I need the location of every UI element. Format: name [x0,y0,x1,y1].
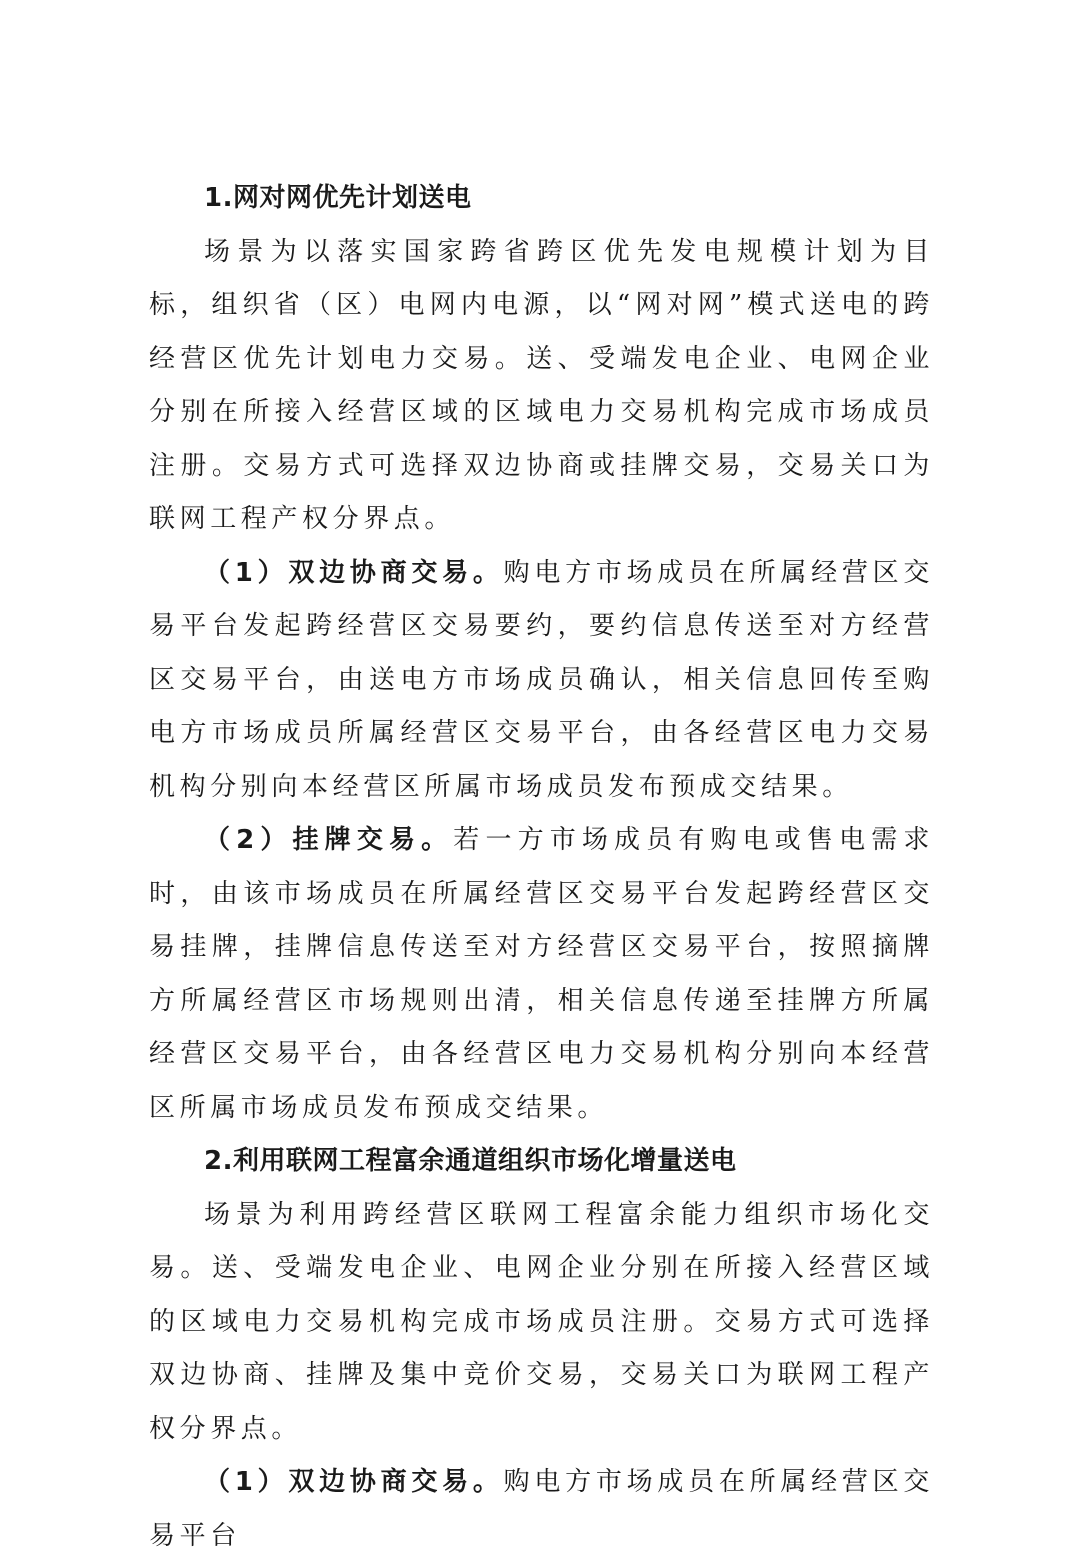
section-1-item-1-paragraph [149,547,934,815]
section-1-item-2-lead: （2）挂牌交易。 [204,825,454,855]
section-2-heading: 2.利用联网工程富余通道组织市场化增量送电 [204,1146,737,1176]
section-1-item-2-body: 若一方市场成员有购电或售电需求时，由该市场成员在所属经营区交易平台发起跨经营区交易挂牌，挂牌信息传送至对方经营区交易平台，按照摘牌方所属经营区市场规则出清，相关信息传递至挂牌方所属经营区交易平台，由各经营区电力交易机构分别向本经营区所属市场成员发布预成交结果。 [149,825,934,1123]
section-2-item-1-paragraph [149,1456,934,1563]
section-1-item-1-body: 购电方市场成员在所属经营区交易平台发起跨经营区交易要约，要约信息传送至对方经营区交易平台，由送电方市场成员确认，相关信息回传至购电方市场成员所属经营区交易平台，由各经营区电力交易机构分别向本经营区所属市场成员发布预成交结果。 [149,557,935,802]
section-2-item-1-lead: （1）双边协商交易。 [204,1467,504,1497]
section-1-intro-paragraph: 场景为以落实国家跨省跨区优先发电规模计划为目标，组织省（区）电网内电源，以“网对网”模式送电的跨经营区优先计划电力交易。送、受端发电企业、电网企业分别在所接入经营区域的区域电力交易机构完成市场成员注册。交易方式可选择双边协商或挂牌交易，交易关口为联网工程产权分界点。 [149,236,934,534]
section-1-item-1-lead: （1）双边协商交易。 [204,557,504,588]
section-1-item-2-paragraph [149,814,934,1135]
section-2-intro-paragraph: 场景为利用跨经营区联网工程富余能力组织市场化交易。送、受端发电企业、电网企业分别在所接入经营区域的区域电力交易机构完成市场成员注册。交易方式可选择双边协商、挂牌及集中竞价交易，交易关口为联网工程产权分界点。 [149,1199,934,1444]
section-1-heading: 1.网对网优先计划送电 [204,183,472,213]
section-2-item-1-body: 购电方市场成员在所属经营区交易平台 [149,1467,935,1551]
document-page [149,172,934,1563]
